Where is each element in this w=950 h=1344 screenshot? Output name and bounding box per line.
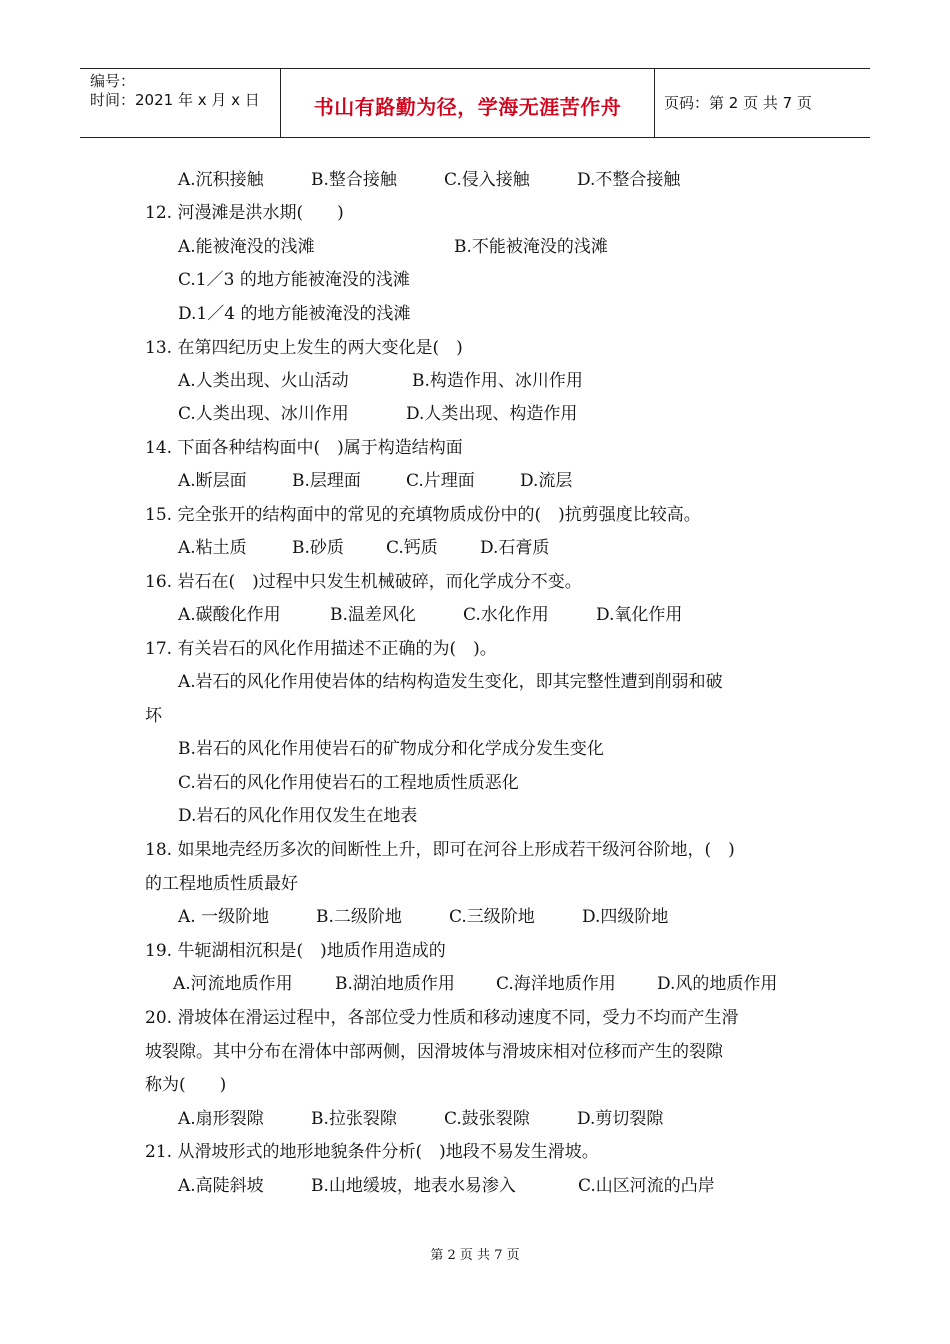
- header-page-cell: [654, 69, 870, 137]
- page-label: 页码：第 2 页 共 7 页: [664, 94, 812, 112]
- q12-option-c: C.1／3 的地方能被淹没的浅滩: [178, 270, 410, 290]
- header-motto-cell: [280, 69, 655, 137]
- q13-option-b: B.构造作用、冰川作用: [412, 371, 583, 391]
- q14-option-b: B.层理面: [292, 471, 361, 491]
- q21-stem: 21. 从滑坡形式的地形地貌条件分析( )地段不易发生滑坡。: [145, 1142, 599, 1162]
- q18-option-c: C.三级阶地: [449, 907, 535, 927]
- q17-stem: 17. 有关岩石的风化作用描述不正确的为( )。: [145, 639, 497, 659]
- q15-option-a: A.粘土质: [178, 538, 247, 558]
- q20-stem-line2: 坡裂隙。其中分布在滑体中部两侧，因滑坡体与滑坡床相对位移而产生的裂隙: [145, 1042, 723, 1062]
- q21-option-c: C.山区河流的凸岸: [578, 1176, 715, 1196]
- q13-stem: 13. 在第四纪历史上发生的两大变化是( ): [145, 338, 463, 358]
- q11-option-b: B.整合接触: [311, 170, 397, 190]
- motto: 书山有路勤为径，学海无涯苦作舟: [313, 95, 622, 119]
- q12-option-b: B.不能被淹没的浅滩: [454, 237, 608, 257]
- q19-option-a: A.河流地质作用: [173, 974, 293, 994]
- q21-option-a: A.高陡斜坡: [178, 1176, 264, 1196]
- q15-option-b: B.砂质: [292, 538, 344, 558]
- q19-option-b: B.湖泊地质作用: [335, 974, 455, 994]
- q16-option-a: A.碳酸化作用: [178, 605, 281, 625]
- q17-option-d: D.岩石的风化作用仅发生在地表: [178, 806, 418, 826]
- q16-option-d: D.氧化作用: [596, 605, 683, 625]
- q20-option-c: C.鼓张裂隙: [444, 1109, 530, 1129]
- header-meta-cell: [80, 69, 280, 137]
- q14-stem: 14. 下面各种结构面中( )属于构造结构面: [145, 438, 463, 458]
- q14-option-a: A.断层面: [178, 471, 247, 491]
- q17-option-a-line1: A.岩石的风化作用使岩体的结构构造发生变化，即其完整性遭到削弱和破: [178, 672, 723, 692]
- q13-option-a: A.人类出现、火山活动: [178, 371, 349, 391]
- q19-option-c: C.海洋地质作用: [496, 974, 616, 994]
- q16-stem: 16. 岩石在( )过程中只发生机械破碎，而化学成分不变。: [145, 572, 582, 592]
- q16-option-c: C.水化作用: [463, 605, 549, 625]
- q21-option-b: B.山地缓坡，地表水易渗入: [311, 1176, 516, 1196]
- q20-option-d: D.剪切裂隙: [577, 1109, 664, 1129]
- page-footer: 第 2 页 共 7 页: [430, 1248, 520, 1263]
- q12-stem: 12. 河漫滩是洪水期( ): [145, 203, 344, 223]
- q18-option-a: A. 一级阶地: [178, 907, 270, 927]
- q16-option-b: B.温差风化: [330, 605, 416, 625]
- q12-option-d: D.1／4 的地方能被淹没的浅滩: [178, 304, 411, 324]
- q14-option-d: D.流层: [520, 471, 573, 491]
- q11-option-c: C.侵入接触: [444, 170, 530, 190]
- q18-option-b: B.二级阶地: [316, 907, 402, 927]
- q15-option-c: C.钙质: [386, 538, 438, 558]
- q20-option-b: B.拉张裂隙: [311, 1109, 397, 1129]
- q20-stem-line1: 20. 滑坡体在滑运过程中，各部位受力性质和移动速度不同，受力不均而产生滑: [145, 1008, 739, 1028]
- q14-option-c: C.片理面: [406, 471, 475, 491]
- q17-option-c: C.岩石的风化作用使岩石的工程地质性质恶化: [178, 773, 519, 793]
- q17-option-a-line2: 坏: [145, 706, 162, 726]
- q12-option-a: A.能被淹没的浅滩: [178, 237, 315, 257]
- q13-option-c: C.人类出现、冰川作用: [178, 404, 349, 424]
- page-header: [80, 68, 870, 138]
- q18-option-d: D.四级阶地: [582, 907, 669, 927]
- q11-option-a: A.沉积接触: [178, 170, 264, 190]
- q20-option-a: A.扇形裂隙: [178, 1109, 264, 1129]
- q18-stem-line1: 18. 如果地壳经历多次的间断性上升，即可在河谷上形成若干级河谷阶地，( ): [145, 840, 735, 860]
- q18-stem-line2: 的工程地质性质最好: [145, 874, 298, 894]
- q19-stem: 19. 牛轭湖相沉积是( )地质作用造成的: [145, 941, 446, 961]
- q20-stem-line3: 称为( ): [145, 1075, 227, 1095]
- q17-option-b: B.岩石的风化作用使岩石的矿物成分和化学成分发生变化: [178, 739, 604, 759]
- time-label: 时间：2021 年 x 月 x 日: [90, 91, 260, 109]
- q15-option-d: D.石膏质: [480, 538, 550, 558]
- q11-option-d: D.不整合接触: [577, 170, 681, 190]
- q13-option-d: D.人类出现、构造作用: [406, 404, 578, 424]
- number-label: 编号：: [90, 72, 136, 90]
- q19-option-d: D.风的地质作用: [657, 974, 778, 994]
- q15-stem: 15. 完全张开的结构面中的常见的充填物质成份中的( )抗剪强度比较高。: [145, 505, 701, 525]
